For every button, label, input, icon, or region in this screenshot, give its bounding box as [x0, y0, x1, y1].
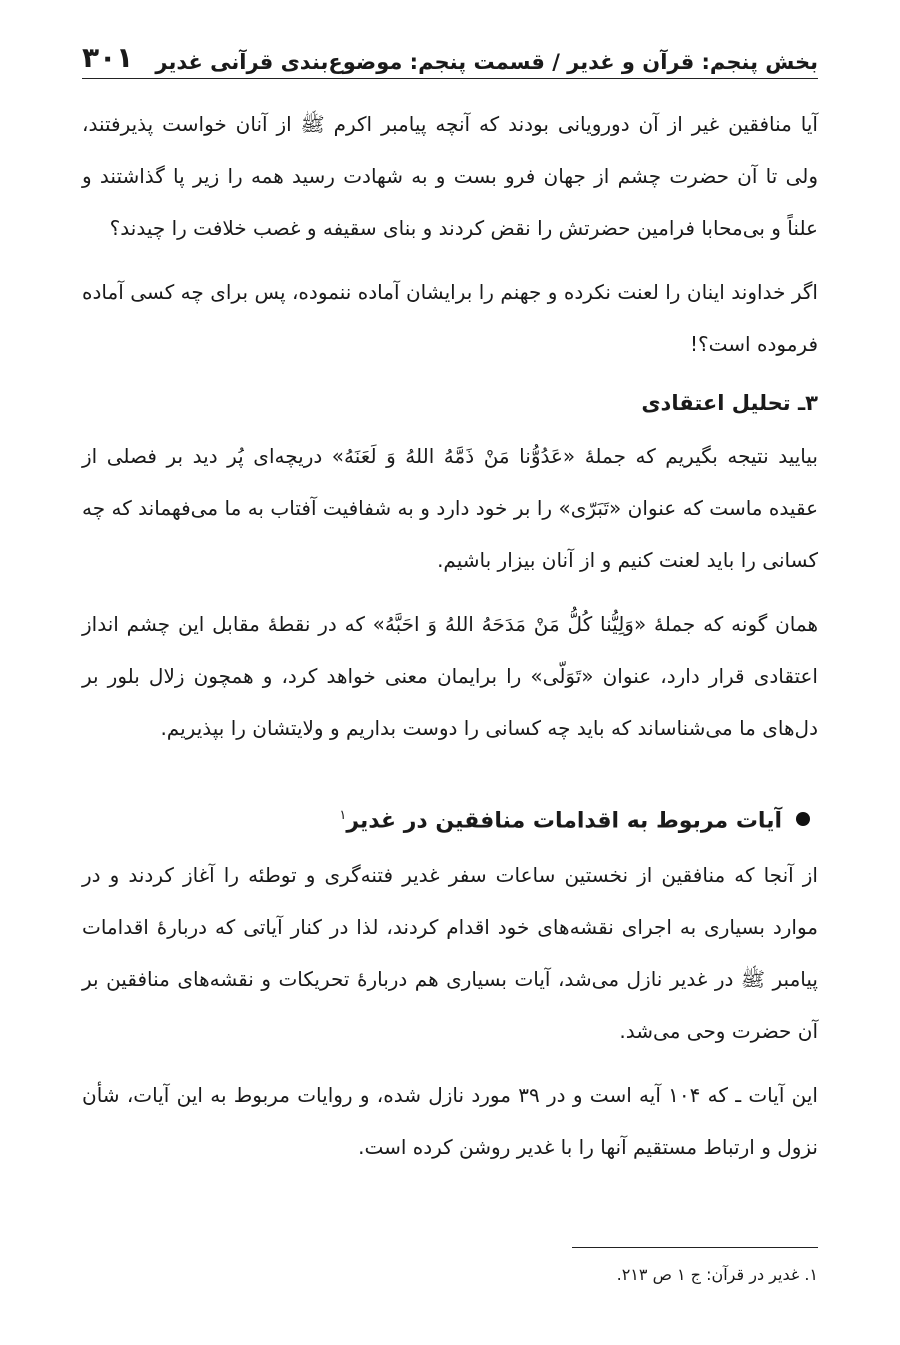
body-text — [82, 98, 818, 1173]
paragraph-5: از آنجا که منافقین از نخستین ساعات سفر غدیر فتنه‌گری و توطئه را آغاز کردند و در موارد بسیاری به اجرای نقشه‌های خود اقدام کردند، لذا در کنار آیاتی که دربارهٔ اقدامات پیامبر ﷺ در غدیر نازل می‌شد، آیات بسیاری هم دربارهٔ تحریکات و نقشه‌های منافقین بر آن حضرت وحی می‌شد. — [82, 863, 818, 1044]
paragraph-4: همان گونه که جملهٔ «وَلِیُّنا کُلُّ مَنْ مَدَحَهُ اللهُ وَ احَبَّهُ» که در نقطهٔ مقابل این چشم انداز اعتقادی قرار دارد، عنوان «تَوَلّی» را برایمان معنی خواهد کرد، و همچون زلال بلور بر دل‌های ما می‌شناساند که باید چه کسانی را دوست بداریم و ولایتشان را بپذیریم. — [82, 612, 818, 740]
section-heading: ۳ـ تحلیل اعتقادی — [641, 391, 818, 415]
footnote-divider — [572, 1247, 818, 1248]
paragraph-2: اگر خداوند اینان را لعنت نکرده و جهنم را برایشان آماده ننموده، پس برای چه کسی آماده فرموده است؟! — [82, 280, 818, 356]
subsection-heading-text: آیات مربوط به اقدامات منافقین در غدیر — [346, 808, 782, 834]
paragraph-6: این آیات ـ که ۱۰۴ آیه است و در ۳۹ مورد نازل شده، و روایات مربوط به این آیات، شأن نزول و ارتباط مستقیم آنها را با غدیر روشن کرده است. — [82, 1083, 818, 1160]
subsection-heading — [339, 788, 782, 849]
subsection-heading-row — [82, 788, 818, 849]
header-title: بخش پنجم: قرآن و غدیر / قسمت پنجم: موضوع‌بندی قرآنی غدیر — [155, 50, 818, 74]
footnote-reference[interactable]: ۱ — [339, 808, 347, 823]
bullet-icon — [796, 812, 810, 826]
page-number: ۳۰۱ — [82, 41, 134, 74]
paragraph-1: آیا منافقین غیر از آن دورویانی بودند که آنچه پیامبر اکرم ﷺ از آنان خواست پذیرفتند، ولی تا آن حضرت چشم از جهان فرو بست و به شهادت رسید همه را زیر پا گذاشتند و علناً و بی‌محابا فرامین حضرتش را نقض کردند و بنای سقیفه و غصب خلافت را چیدند؟ — [82, 112, 818, 240]
running-header — [82, 30, 818, 79]
footnote: ۱. غدیر در قرآن: ج ۱ ص ۲۱۳. — [616, 1265, 818, 1284]
paragraph-3: بیایید نتیجه بگیریم که جملهٔ «عَدُوُّنا مَنْ ذَمَّهُ اللهُ وَ لَعَنَهُ» دریچه‌ای پُر دید بر فصلی از عقیده ماست که عنوان «تَبَرّی» را بر خود دارد و به شفافیت آفتاب به ما می‌فهماند که چه کسانی را باید لعنت کنیم و از آنان بیزار باشیم. — [82, 444, 818, 572]
